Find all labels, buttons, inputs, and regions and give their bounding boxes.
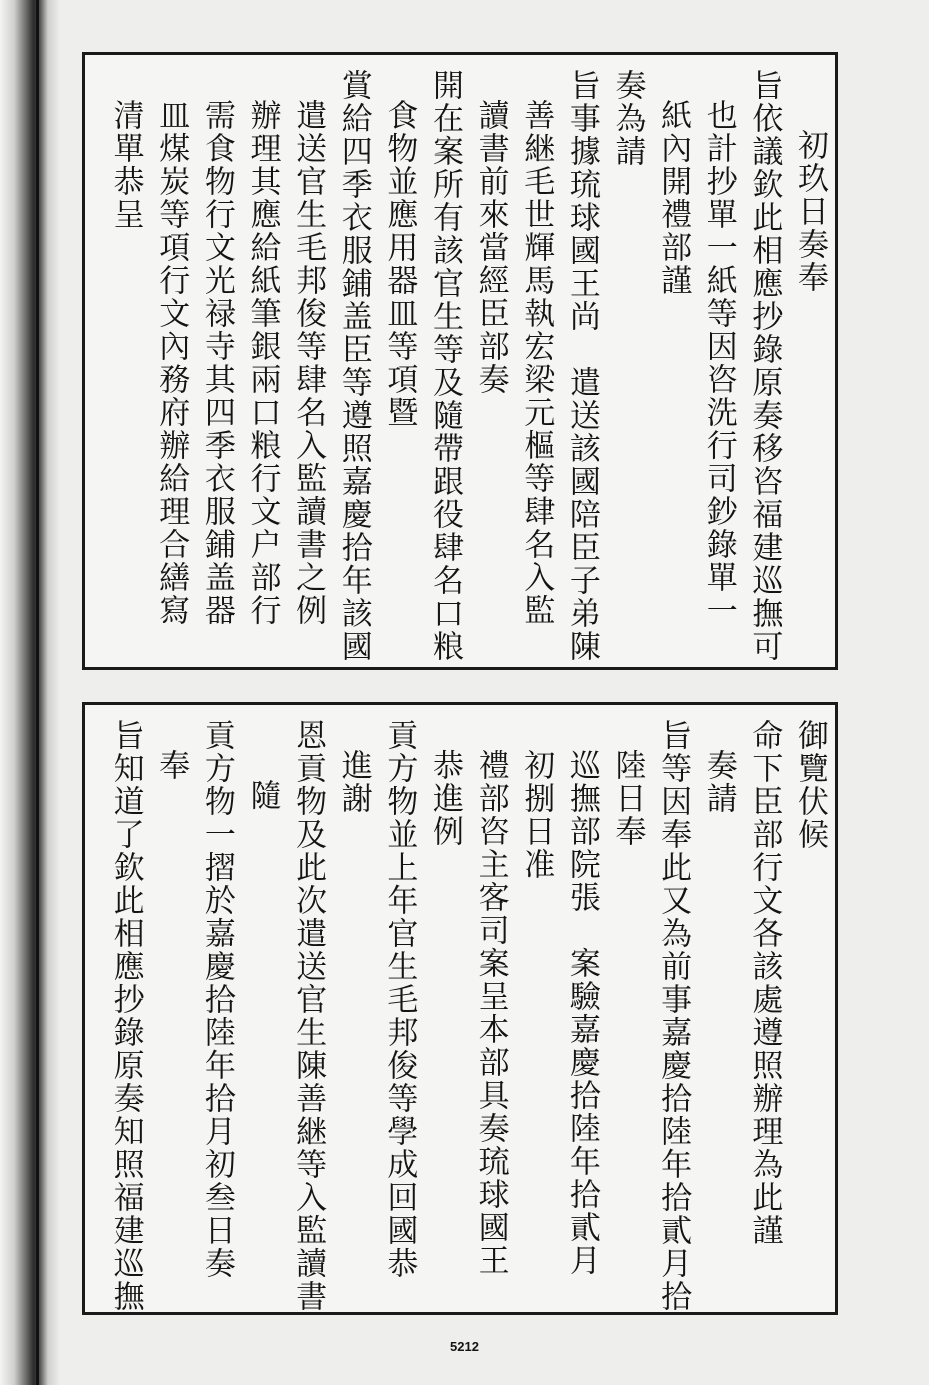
top-manuscript-panel	[82, 52, 838, 670]
text-column: 初捌日准	[518, 749, 555, 881]
text-column: 恩貢物及此次遣送官生陳善継等入監讀書	[290, 719, 327, 1313]
text-column: 奏為請	[609, 69, 646, 168]
text-column: 巡撫部院張 案驗嘉慶拾陸年拾貳月	[563, 749, 600, 1277]
text-column: 旨事據琉球國王尚 遣送該國陪臣子弟陳	[563, 69, 600, 663]
text-column: 開在案所有該官生等及隨帶跟役肆名口粮	[427, 69, 463, 663]
book-binding-line	[36, 0, 39, 1385]
bottom-text-columns	[95, 719, 828, 1313]
text-column: 奏請	[700, 749, 737, 815]
text-column: 陸日奉	[609, 749, 646, 848]
text-column: 讀書前來當經臣部奏	[472, 99, 509, 396]
top-text-columns	[95, 69, 828, 663]
text-column: 皿煤炭等項行文內務府辦給理合繕寫	[153, 99, 190, 627]
text-column: 恭進例	[427, 749, 463, 848]
text-column: 旨等因奉此又為前事嘉慶拾陸年拾貳月拾	[655, 719, 692, 1313]
text-column: 隨	[244, 779, 281, 812]
bottom-manuscript-panel	[82, 702, 838, 1315]
text-column: 清單恭呈	[107, 99, 144, 231]
text-column: 命下臣部行文各該處遵照辦理為此謹	[746, 719, 783, 1247]
text-column: 御覽伏候	[792, 719, 828, 851]
text-column: 旨依議欽此相應抄錄原奏移咨福建巡撫可	[746, 69, 783, 663]
text-column: 食物並應用器皿等項暨	[381, 99, 418, 429]
text-column: 遣送官生毛邦俊等肆名入監讀書之例	[290, 99, 327, 627]
book-binding-shadow	[0, 0, 60, 1385]
text-column: 貢方物一摺於嘉慶拾陸年拾月初叁日奏	[198, 719, 235, 1280]
text-column: 禮部咨主客司案呈本部具奏琉球國王	[472, 749, 509, 1277]
text-column: 奉	[153, 749, 190, 782]
text-column: 辦理其應給紙筆銀兩口粮行文户部行	[244, 99, 281, 627]
text-column: 紙內開禮部謹	[655, 99, 692, 297]
text-column: 也計抄單一紙等因咨洗行司鈔錄單一	[700, 99, 737, 627]
text-column: 需食物行文光禄寺其四季衣服鋪盖器	[198, 99, 235, 627]
text-column: 旨知道了欽此相應抄錄原奏知照福建巡撫	[107, 719, 144, 1313]
text-column: 貢方物並上年官生毛邦俊等學成回國恭	[381, 719, 418, 1280]
text-column: 賞給四季衣服鋪盖臣等遵照嘉慶拾年該國	[335, 69, 372, 663]
text-column: 初玖日奏奉	[792, 129, 828, 294]
page-number: 5212	[450, 1339, 479, 1354]
text-column: 善継毛世輝馬執宏梁元樞等肆名入監	[518, 99, 555, 627]
text-column: 進謝	[335, 749, 372, 815]
